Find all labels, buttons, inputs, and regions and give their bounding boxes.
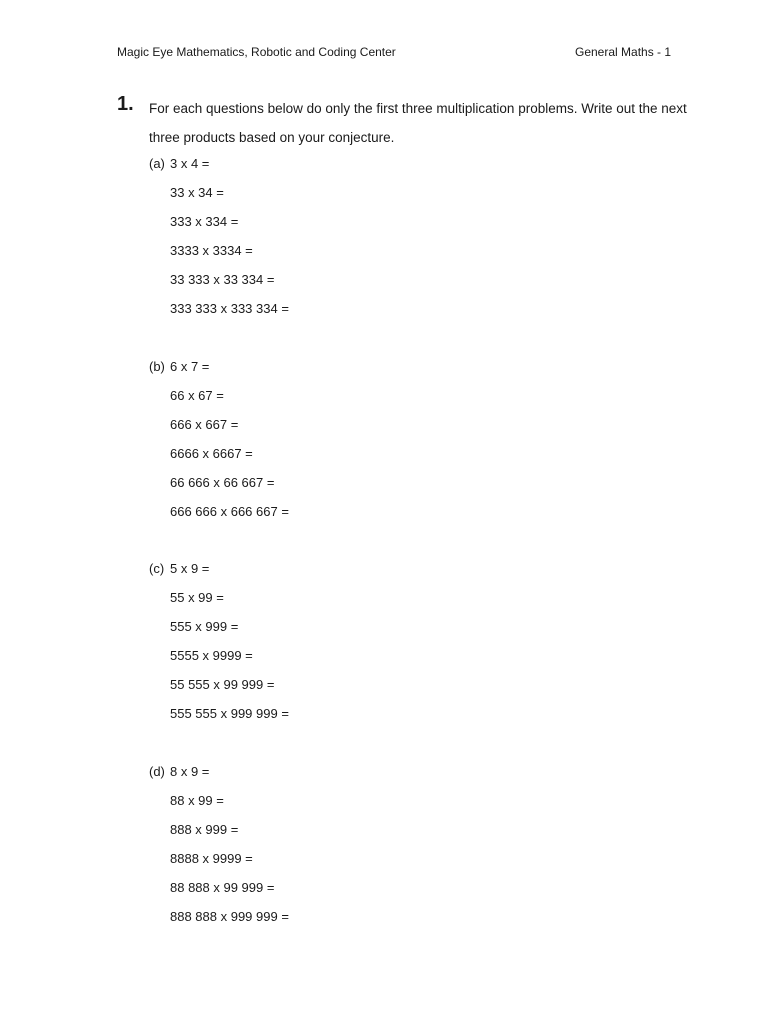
problem: 666 x 667 =	[170, 417, 239, 432]
part-d-line-1	[149, 757, 289, 786]
problem: 6666 x 6667 =	[170, 446, 253, 461]
problem: 6 x 7 =	[170, 359, 210, 374]
header-course-title: General Maths - 1	[575, 45, 672, 59]
problem: 5 x 9 =	[170, 561, 210, 576]
question-instructions: For each questions below do only the first three multiplication problems. Write out the next three products based on your conjecture.	[149, 101, 687, 145]
part-a-line-1	[149, 149, 289, 178]
header-center-name: Magic Eye Mathematics, Robotic and Coding Center	[117, 45, 396, 59]
problem: 55 555 x 99 999 =	[170, 677, 275, 692]
problem: 555 555 x 999 999 =	[170, 706, 289, 721]
question-number: 1.	[117, 93, 134, 115]
part-b-label: (b)	[149, 359, 165, 374]
problem: 888 x 999 =	[170, 822, 239, 837]
problem: 33 333 x 33 334 =	[170, 272, 275, 287]
problem: 888 888 x 999 999 =	[170, 909, 289, 924]
part-b	[149, 352, 289, 526]
part-a	[149, 149, 289, 323]
problem: 88 888 x 99 999 =	[170, 880, 275, 895]
problem: 666 666 x 666 667 =	[170, 504, 289, 519]
part-c	[149, 554, 289, 728]
problem: 88 x 99 =	[170, 793, 224, 808]
problem: 3333 x 3334 =	[170, 243, 253, 258]
problem: 333 x 334 =	[170, 214, 239, 229]
problem: 8888 x 9999 =	[170, 851, 253, 866]
problem: 555 x 999 =	[170, 619, 239, 634]
part-d	[149, 757, 289, 931]
problem: 33 x 34 =	[170, 185, 224, 200]
part-b-line-1	[149, 352, 289, 381]
part-c-line-1	[149, 554, 289, 583]
part-d-label: (d)	[149, 764, 165, 779]
problem: 333 333 x 333 334 =	[170, 301, 289, 316]
problem: 66 666 x 66 667 =	[170, 475, 275, 490]
problem: 3 x 4 =	[170, 156, 210, 171]
problem: 5555 x 9999 =	[170, 648, 253, 663]
part-c-label: (c)	[149, 561, 165, 576]
problem: 66 x 67 =	[170, 388, 224, 403]
problem: 55 x 99 =	[170, 590, 224, 605]
part-a-label: (a)	[149, 156, 165, 171]
problem: 8 x 9 =	[170, 764, 210, 779]
